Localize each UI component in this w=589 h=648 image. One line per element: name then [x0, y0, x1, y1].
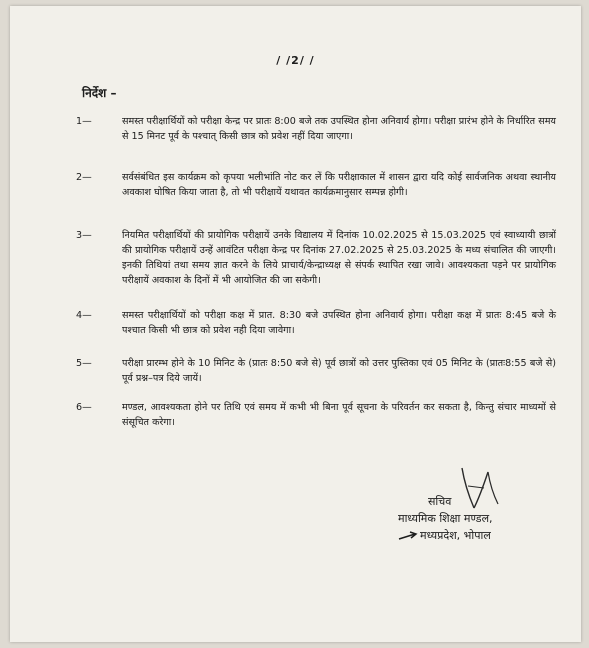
handwritten-arrow-icon [398, 531, 418, 541]
item-text: नियमित परीक्षार्थियों की प्रायोगिक परीक्षायें उनके विद्यालय में दिनांक 10.02.2025 से 15.03.2025 एवं स्वाध्यायी छात्रों की प्रायोगिक परीक्षायें उन्हें आवंटित परीक्षा केन्द्र पर दिनांक 27.02.2025 से 25.03.2025 के मध्य संचालित की जाएगी। इनकी तिथियां तथा समय ज्ञात करने के लिये प्राचार्य/केन्द्राध्यक्ष से संपर्क स्थापित रखा जावे। आवश्यकता पड़ने पर प्रायोगिक परीक्षायें अवकाश के दिनों में भी आयोजित की जा सकेगी। [122, 230, 556, 286]
item-text: परीक्षा प्रारम्भ होने के 10 मिनिट के (प्रातः 8:50 बजे से) पूर्व छात्रों को उत्तर पुस्तिका एवं 05 मिनिट के (प्रातः8:55 बजे से) पूर्व प्रश्न–पत्र दिये जायें। [122, 358, 556, 384]
signatory-organization: माध्यमिक शिक्षा मण्डल, [398, 512, 493, 525]
item-number: 3— [76, 230, 92, 241]
document-page [10, 6, 581, 642]
page-number: / /2/ / [276, 54, 315, 67]
signature-block [398, 493, 558, 544]
section-heading: निर्देश – [82, 86, 117, 100]
item-text: मण्डल, आवश्यकता होने पर तिथि एवं समय में कभी भी बिना पूर्व सूचना के परिवर्तन कर सकता है, किन्तु संचार माध्यमों से संसूचित करेगा। [122, 402, 556, 428]
instruction-item [76, 170, 556, 200]
item-number: 4— [76, 310, 92, 321]
instruction-item [76, 228, 556, 288]
item-number: 6— [76, 402, 92, 413]
item-number: 2— [76, 172, 92, 183]
signatory-designation: सचिव [428, 495, 452, 508]
instruction-item [76, 114, 556, 144]
item-number: 1— [76, 116, 92, 127]
instruction-item [76, 356, 556, 386]
item-number: 5— [76, 358, 92, 369]
item-text: समस्त परीक्षार्थियों को परीक्षा केन्द्र पर प्रातः 8:00 बजे तक उपस्थित होना अनिवार्य होगा। परीक्षा प्रारंभ होने के निर्धारित समय से 15 मिनट पूर्व के पश्चात् किसी छात्र को प्रवेश नहीं दिया जाएगा। [122, 116, 556, 142]
instruction-item [76, 308, 556, 338]
item-text: सर्वसंबंधित इस कार्यक्रम को कृपया भलीभांति नोट कर लें कि परीक्षाकाल में शासन द्वारा यदि कोई सार्वजनिक अथवा स्थानीय अवकाश घोषित किया जाता है, तो भी परीक्षायें यथावत कार्यक्रमानुसार सम्पन्न होगी। [122, 172, 556, 198]
item-text: समस्त परीक्षार्थियों को परीक्षा कक्ष में प्रात. 8:30 बजे उपस्थित होना अनिवार्य होगा। परीक्षा कक्ष में प्रातः 8:45 बजे के पश्चात किसी भी छात्र को प्रवेश नही दिया जावेगा। [122, 310, 556, 336]
signatory-location: मध्यप्रदेश, भोपाल [420, 529, 491, 542]
instruction-item [76, 400, 556, 430]
